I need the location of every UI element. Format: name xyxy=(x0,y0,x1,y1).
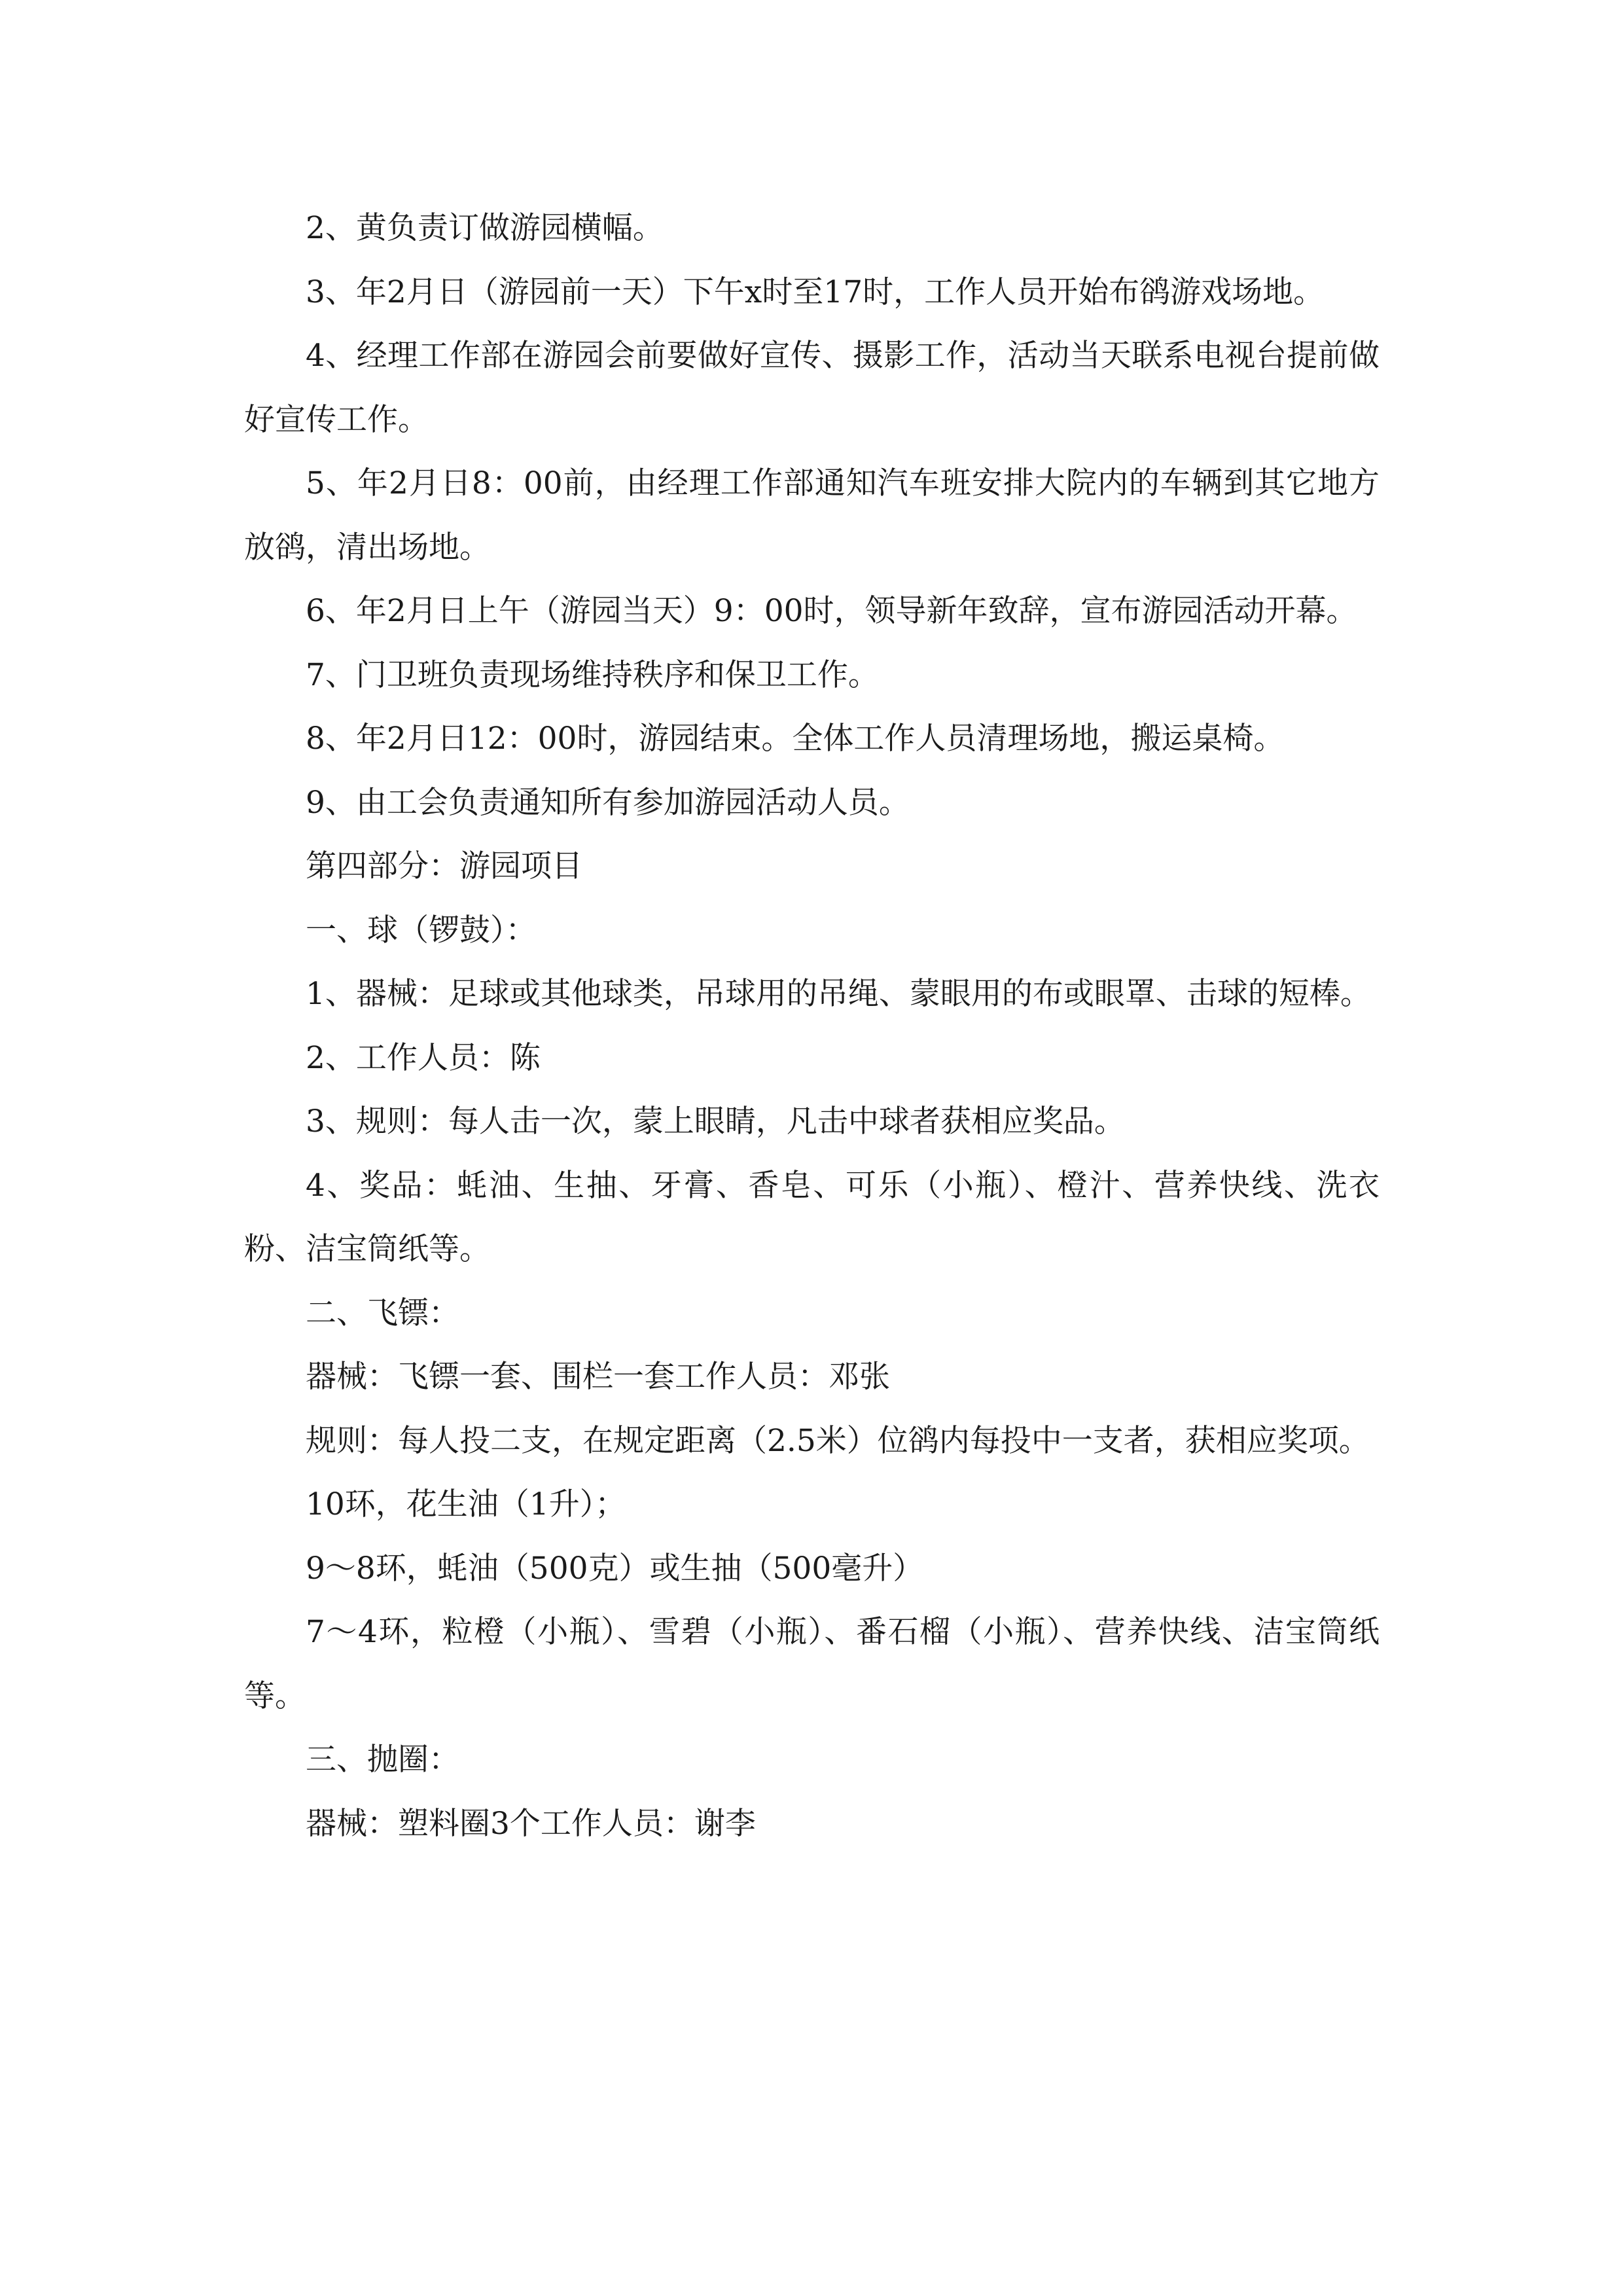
section-heading: 第四部分：游园项目 xyxy=(306,848,582,884)
item-heading: 三、抛圈： xyxy=(306,1742,459,1778)
paragraph: 9～8环，蚝油（500克）或生抽（500毫升） xyxy=(306,1550,924,1587)
paragraph: 5、年2月日8：00前，由经理工作部通知汽车班安排大院内的车辆到其它地方放鹆，清出场地。 xyxy=(244,465,1380,565)
paragraph: 8、年2月日12：00时，游园结束。全体工作人员清理场地，搬运桌椅。 xyxy=(306,721,1285,757)
item-heading: 二、飞镖： xyxy=(306,1295,459,1331)
paragraph: 1、器械：足球或其他球类，吊球用的吊绳、蒙眼用的布或眼罩、击球的短棒。 xyxy=(306,976,1371,1012)
paragraph: 3、规则：每人击一次，蒙上眼睛，凡击中球者获相应奖品。 xyxy=(306,1103,1125,1139)
paragraph: 10环，花生油（1升）； xyxy=(306,1486,626,1522)
paragraph: 4、奖品：蚝油、生抽、牙膏、香皂、可乐（小瓶）、橙汁、营养快线、洗衣粉、洁宝筒纸等。 xyxy=(244,1167,1380,1267)
paragraph: 器械：塑料圈3个工作人员：谢李 xyxy=(306,1805,756,1842)
paragraph: 9、由工会负责通知所有参加游园活动人员。 xyxy=(306,784,910,821)
paragraph: 7～4环，粒橙（小瓶）、雪碧（小瓶）、番石榴（小瓶）、营养快线、洁宝筒纸等。 xyxy=(244,1614,1380,1714)
paragraph: 6、年2月日上午（游园当天）9：00时，领导新年致辞，宣布游园活动开幕。 xyxy=(306,593,1357,629)
paragraph: 器械：飞镖一套、围栏一套工作人员：邓张 xyxy=(306,1359,890,1395)
paragraph: 2、工作人员：陈 xyxy=(306,1039,541,1076)
paragraph: 3、年2月日（游园前一天）下午x时至17时，工作人员开始布鹆游戏场地。 xyxy=(306,274,1325,310)
paragraph: 规则：每人投二支，在规定距离（2.5米）位鹆内每投中一支者，获相应奖项。 xyxy=(306,1422,1370,1459)
item-heading: 一、球（锣鼓）： xyxy=(306,912,537,948)
paragraph: 2、黄负责订做游园横幅。 xyxy=(306,210,664,246)
document-body xyxy=(244,196,1380,1856)
paragraph: 7、门卫班负责现场维持秩序和保卫工作。 xyxy=(306,656,879,693)
paragraph: 4、经理工作部在游园会前要做好宣传、摄影工作，活动当天联系电视台提前做好宣传工作。 xyxy=(244,338,1380,438)
